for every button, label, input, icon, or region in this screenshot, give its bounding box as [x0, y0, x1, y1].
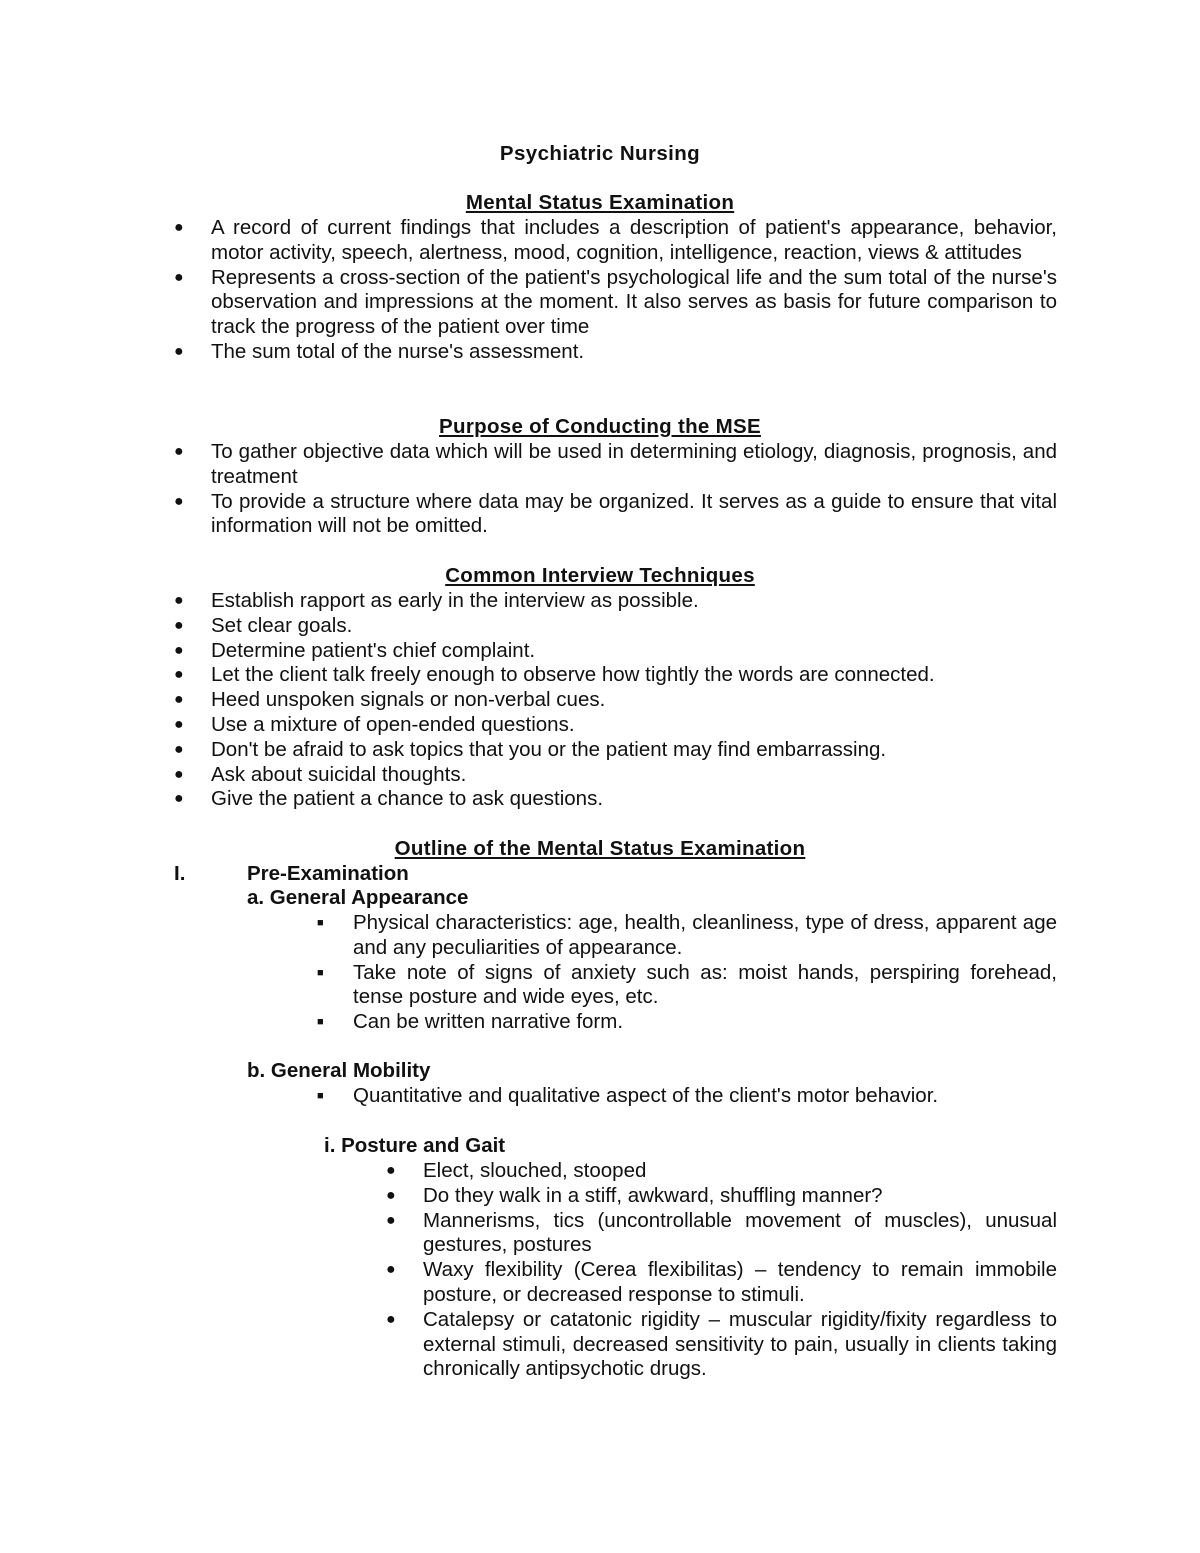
list-item: ● Mannerisms, tics (uncontrollable movement of muscles), unusual gestures, postures — [386, 1208, 1057, 1257]
list-techniques — [174, 589, 1057, 812]
bullet-icon: ● — [386, 1162, 396, 1179]
list-item: ● Elect, slouched, stooped — [386, 1159, 647, 1182]
bullet-icon: ● — [174, 592, 184, 609]
subheading-general-appearance: a. General Appearance — [247, 886, 469, 909]
list-item: ● Use a mixture of open-ended questions. — [174, 712, 575, 736]
bullet-icon: ● — [386, 1211, 396, 1229]
list-item: ■ Take note of signs of anxiety such as: moist hands, perspiring forehead, tense posture and wide eyes, etc. — [317, 960, 1057, 1009]
bullet-icon: ● — [174, 765, 184, 783]
heading-mental-status-examination: Mental Status Examination — [465, 191, 735, 214]
list-mse — [174, 216, 1057, 365]
bullet-icon: ● — [174, 342, 184, 360]
list-item: ● Give the patient a chance to ask questions. — [174, 787, 604, 811]
list-item: ● A record of current findings that includes a description of patient's appearance, behavior, motor activity, speech, alertness, mood, cognition, intelligence, reaction, views & attitudes — [174, 216, 1057, 264]
bullet-icon: ● — [174, 740, 184, 758]
list-item: ● Ask about suicidal thoughts. — [174, 762, 467, 786]
subheading-posture-and-gait: i. Posture and Gait — [324, 1134, 506, 1157]
bullet-icon: ● — [174, 616, 184, 634]
list-item: ● Don't be afraid to ask topics that you or the patient may find embarrassing. — [174, 737, 887, 761]
bullet-icon: ● — [174, 219, 184, 236]
bullet-icon: ● — [174, 666, 184, 684]
bullet-icon: ● — [174, 268, 184, 286]
subheading-general-mobility: b. General Mobility — [247, 1059, 431, 1082]
bullet-icon: ● — [174, 790, 184, 808]
list-item: ● Waxy flexibility (Cerea flexibilitas) – tendency to remain immobile posture, or decreased response to stimuli. — [386, 1258, 1057, 1306]
list-general-appearance — [317, 911, 1057, 1035]
square-bullet-icon: ■ — [317, 917, 324, 929]
outline-roman-numeral: I. — [174, 862, 186, 885]
list-item: ● Determine patient's chief complaint. — [174, 638, 536, 662]
list-item: ● Catalepsy or catatonic rigidity – muscular rigidity/fixity regardless to external stimuli, decreased sensitivity to pain, usually in clients taking chronically antipsychotic drugs. — [386, 1307, 1057, 1381]
square-bullet-icon: ■ — [317, 1016, 324, 1029]
list-general-mobility — [317, 1084, 1057, 1109]
heading-purpose: Purpose of Conducting the MSE — [439, 415, 761, 438]
list-item: ● To provide a structure where data may be organized. It serves as a guide to ensure that vital information will not be omitted. — [174, 489, 1057, 538]
list-item: ■ Can be written narrative form. — [317, 1010, 624, 1034]
outline-pre-examination: Pre-Examination — [247, 862, 409, 885]
list-item: ● The sum total of the nurse's assessment. — [174, 339, 585, 363]
bullet-icon: ● — [174, 443, 184, 460]
document-title: Psychiatric Nursing — [499, 142, 701, 165]
bullet-icon: ● — [386, 1310, 396, 1328]
list-purpose — [174, 440, 1057, 539]
square-bullet-icon: ■ — [317, 966, 324, 979]
list-item: ● Let the client talk freely enough to observe how tightly the words are connected. — [174, 663, 935, 687]
bullet-icon: ● — [174, 691, 184, 709]
list-item: ■ Physical characteristics: age, health, cleanliness, type of dress, apparent age and any peculiarities of appearance. — [317, 911, 1057, 959]
square-bullet-icon: ■ — [317, 1090, 324, 1102]
bullet-icon: ● — [174, 641, 184, 659]
list-item: ● Set clear goals. — [174, 613, 353, 637]
list-item: ● To gather objective data which will be used in determining etiology, diagnosis, prognosis, and treatment — [174, 440, 1057, 488]
bullet-icon: ● — [174, 715, 184, 733]
list-item: ● Do they walk in a stiff, awkward, shuffling manner? — [386, 1183, 883, 1207]
heading-interview-techniques: Common Interview Techniques — [445, 564, 755, 587]
list-posture-and-gait — [386, 1159, 1057, 1382]
bullet-icon: ● — [386, 1261, 396, 1279]
list-item: ■ Quantitative and qualitative aspect of the client's motor behavior. — [317, 1084, 939, 1107]
list-item: ● Heed unspoken signals or non-verbal cues. — [174, 688, 606, 712]
heading-outline: Outline of the Mental Status Examination — [394, 837, 806, 860]
list-item: ● Represents a cross-section of the patient's psychological life and the sum total of the nurse's observation and impressions at the moment. It also serves as basis for future comparison to track the progress of the patient over time — [174, 265, 1057, 339]
bullet-icon: ● — [386, 1186, 396, 1204]
list-item: ● Establish rapport as early in the interview as possible. — [174, 589, 699, 612]
bullet-icon: ● — [174, 492, 184, 510]
